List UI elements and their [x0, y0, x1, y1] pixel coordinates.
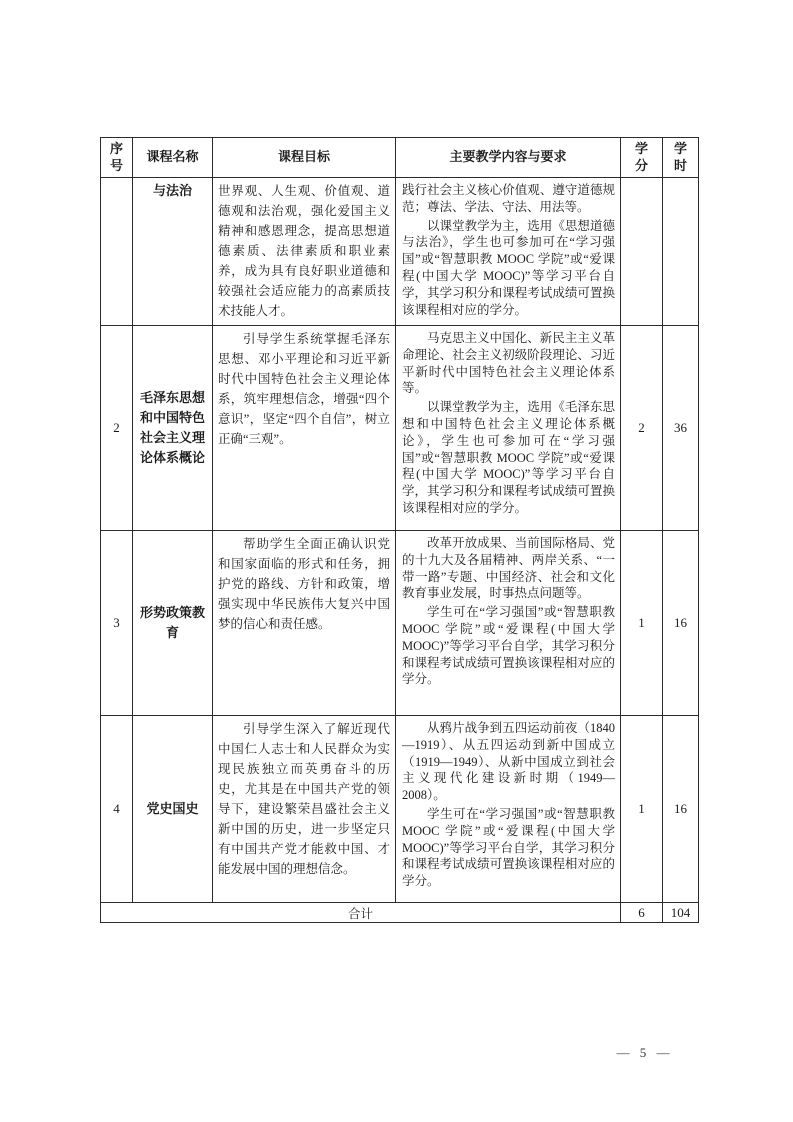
row2-content	[396, 326, 621, 531]
header-credits	[621, 138, 663, 178]
row3-goal	[213, 531, 396, 716]
row2-content-p2: 以课堂教学为主，选用《毛泽东思想和中国特色社会主义理论体系概论》，学生也可参加可在“学习强国”或“智慧职教 MOOC 学院”或“爱课程(中国大学 MOOC)”等学习平台自学，其学习积分和课程考试成绩可置换该课程相对应的学分。	[402, 400, 615, 515]
row1-credits	[621, 178, 663, 326]
row1-content-p1: 践行社会主义核心价值观、遵守道德规范；尊法、学法、守法、用法等。	[402, 183, 615, 214]
row3-goal-p1: 帮助学生全面正确认识党和国家面临的形式和任务，拥护党的路线、方针和政策，增强实现中华民族伟大复兴中国梦的信心和责任感。	[218, 537, 390, 631]
row1-course-name: 与法治	[133, 178, 213, 326]
row2-hours: 36	[663, 326, 699, 531]
header-no	[101, 138, 133, 178]
row4-goal	[213, 716, 396, 903]
total-row	[101, 903, 699, 923]
table-row-2	[101, 326, 699, 531]
row4-course-name: 党史国史	[133, 716, 213, 903]
row1-no	[101, 178, 133, 326]
page-number: — 5 —	[616, 1045, 670, 1060]
header-hours	[663, 138, 699, 178]
total-label: 合计	[101, 903, 621, 923]
header-no-label: 序号	[109, 140, 123, 174]
header-credits-label: 学分	[634, 140, 648, 174]
table-row-4	[101, 716, 699, 903]
row2-credits: 2	[621, 326, 663, 531]
total-hours: 104	[663, 903, 699, 923]
header-goal: 课程目标	[213, 138, 396, 178]
row4-content	[396, 716, 621, 903]
table-row-3	[101, 531, 699, 716]
row2-goal	[213, 326, 396, 531]
row4-credits: 1	[621, 716, 663, 903]
row3-credits: 1	[621, 531, 663, 716]
row1-content	[396, 178, 621, 326]
row3-hours: 16	[663, 531, 699, 716]
header-row	[101, 138, 699, 178]
row4-no: 4	[101, 716, 133, 903]
row3-course-name: 形势政策教育	[133, 531, 213, 716]
row2-goal-p1: 引导学生系统掌握毛泽东思想、邓小平理论和习近平新时代中国特色社会主义理论体系，筑牢理想信念，增强“四个意识”，坚定“四个自信”，树立正确“三观”。	[218, 332, 390, 446]
total-credits: 6	[621, 903, 663, 923]
row4-hours: 16	[663, 716, 699, 903]
row2-course-name: 毛泽东思想和中国特色社会主义理论体系概论	[133, 326, 213, 531]
row2-no: 2	[101, 326, 133, 531]
row2-content-p1: 马克思主义中国化、新民主主义革命理论、社会主义初级阶段理论、习近平新时代中国特色社会主义理论体系等。	[402, 331, 615, 396]
course-plan-table	[100, 137, 699, 923]
header-hours-label: 学时	[673, 140, 687, 174]
row1-hours	[663, 178, 699, 326]
header-content: 主要教学内容与要求	[396, 138, 621, 178]
row1-content-p2: 以课堂教学为主，选用《思想道德与法治》，学生也可参加可在“学习强国”或“智慧职教 MOOC 学院”或“爱课程(中国大学 MOOC)”等学习平台自学，其学习积分和课程考试成绩可置换该课程相对应的学分。	[402, 218, 615, 317]
table-row-1	[101, 178, 699, 326]
header-name: 课程名称	[133, 138, 213, 178]
row3-content-p1: 改革开放成果、当前国际格局、党的十九大及各届精神、两岸关系、“一带一路”专题、中国经济、社会和文化教育事业发展，时事热点问题等。	[402, 536, 615, 601]
row4-content-p2: 学生可在“学习强国”或“智慧职教 MOOC 学院”或“爱课程(中国大学 MOOC)”等学习平台自学，其学习积分和课程考试成绩可置换该课程相对应的学分。	[402, 806, 615, 889]
row1-goal	[213, 178, 396, 326]
row4-content-p1: 从鸦片战争到五四运动前夜（1840—1919）、从五四运动到新中国成立（1919—1949）、从新中国成立到社会主义现代化建设新时期（1949—2008）。	[402, 721, 615, 803]
row4-goal-p1: 引导学生深入了解近现代中国仁人志士和人民群众为实现民族独立而英勇奋斗的历史，尤其是在中国共产党的领导下，建设繁荣昌盛社会主义新中国的历史，进一步坚定只有中国共产党才能救中国、才能发展中国的理想信念。	[218, 722, 390, 876]
row1-goal-p1: 世界观、人生观、价值观、道德观和法治观，强化爱国主义精神和感恩理念，提高思想道德素质、法律素质和职业素养，成为具有良好职业道德和较强社会适应能力的高素质技术技能人才。	[218, 184, 390, 318]
row3-no: 3	[101, 531, 133, 716]
row3-content	[396, 531, 621, 716]
row3-content-p2: 学生可在“学习强国”或“智慧职教 MOOC 学院”或“爱课程(中国大学 MOOC)”等学习平台自学，其学习积分和课程考试成绩可置换该课程相对应的学分。	[402, 605, 615, 687]
